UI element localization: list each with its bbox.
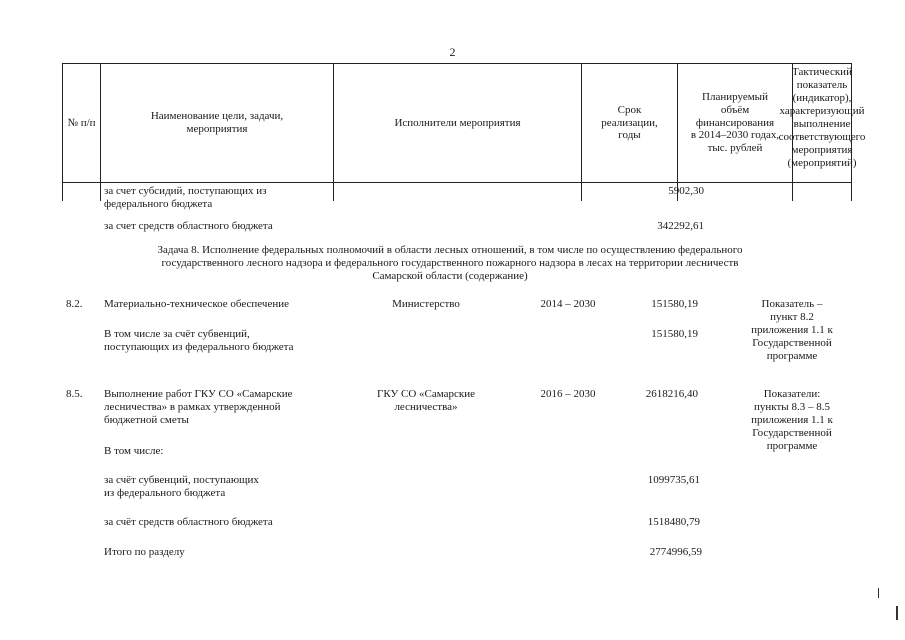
item-sub-amount: 1099735,61 <box>647 474 700 486</box>
header-col-term: Срок реализации, годы <box>582 64 678 182</box>
item-name: Выполнение работ ГКУ СО «Самарские лесничества» в рамках утвержденной бюджетной сметы <box>104 388 293 426</box>
item-name: Материально-техническое обеспечение <box>104 298 289 310</box>
page-number: 2 <box>449 45 456 59</box>
row-amount: 5902,30 <box>668 185 704 197</box>
item-sub-name: за счёт субвенций, поступающих из федерального бюджета <box>104 474 259 499</box>
item-number: 8.5. <box>66 388 83 400</box>
row-name: за счет средств областного бюджета <box>104 220 273 232</box>
task-heading: Задача 8. Исполнение федеральных полномочий в области лесных отношений, в том числе по осуществлению федерального государственного лесного надзора и федерального государственного пожарного надзора в лесах на территории лесничеств Самарской области (содержание) <box>157 244 743 282</box>
row-name: за счет субсидий, поступающих из федерального бюджета <box>104 185 267 210</box>
table-border-line <box>333 183 334 201</box>
table-border-line <box>100 183 101 201</box>
total-label: Итого по разделу <box>104 546 185 558</box>
item-term: 2014 – 2030 <box>540 298 596 310</box>
scan-mark <box>896 606 898 620</box>
item-executor: ГКУ СО «Самарские лесничества» <box>376 388 476 413</box>
scan-mark <box>878 588 879 598</box>
header-col-financing: Планируемый объём финансирования в 2014–2030 годах, тыс. рублей <box>678 64 793 182</box>
item-including-label: В том числе: <box>104 445 164 457</box>
item-executor: Министерство <box>392 298 460 310</box>
item-indicator: Показатели: пункты 8.3 – 8.5 приложения 1.1 к Государственной программе <box>751 388 833 452</box>
item-sub-name: за счёт средств областного бюджета <box>104 516 273 528</box>
table-header <box>62 63 866 183</box>
header-col-name: Наименование цели, задачи, мероприятия <box>101 64 334 182</box>
header-col-number: № п/п <box>63 64 101 182</box>
header-col-executors: Исполнители мероприятия <box>334 64 582 182</box>
table-border-line <box>62 183 63 201</box>
item-number: 8.2. <box>66 298 83 310</box>
item-term: 2016 – 2030 <box>540 388 596 400</box>
item-indicator: Показатель – пункт 8.2 приложения 1.1 к Государственной программе <box>751 298 833 362</box>
item-amount: 2618216,40 <box>645 388 698 400</box>
table-border-line <box>851 183 852 201</box>
total-amount: 2774996,59 <box>649 546 702 558</box>
row-amount: 342292,61 <box>657 220 704 232</box>
item-sub-name: В том числе за счёт субвенций, поступающих из федерального бюджета <box>104 328 294 353</box>
table-border-line <box>792 183 793 201</box>
table-border-line <box>581 183 582 201</box>
header-col-indicator: Тактический показатель (индикатор), характеризующий выполнение соответствующего мероприятия (мероприятий) <box>778 66 866 169</box>
item-sub-amount: 151580,19 <box>651 328 698 340</box>
item-amount: 151580,19 <box>651 298 698 310</box>
item-sub-amount: 1518480,79 <box>647 516 700 528</box>
